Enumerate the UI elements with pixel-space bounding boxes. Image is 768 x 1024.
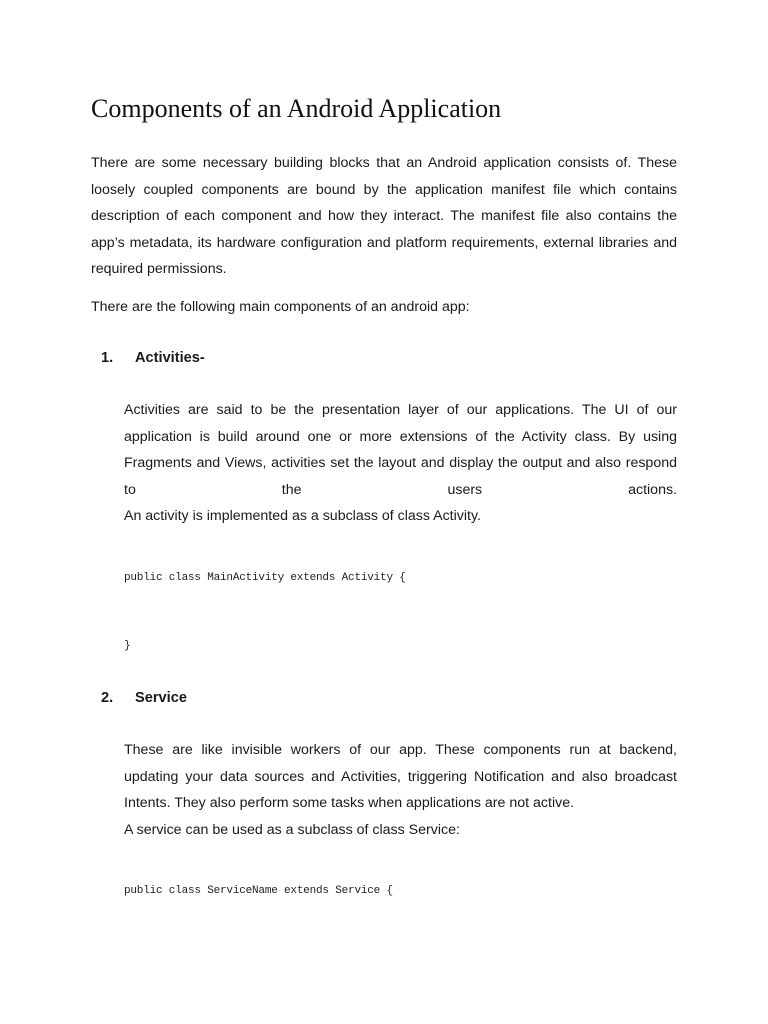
section-heading-service <box>101 687 187 709</box>
activities-subclass-note: An activity is implemented as a subclass of class Activity. <box>124 508 481 524</box>
activities-paragraph: Activities are said to be the presentation layer of our applications. The UI of our application is build around one or more extensions of the Activity class. By using Fragments and Views, activities set the layout and display the output and also respond to the users actions. <box>124 402 677 498</box>
code-snippet-activity: public class MainActivity extends Activity { <box>124 572 406 584</box>
section-number: 2. <box>101 690 114 706</box>
intro-paragraph: There are some necessary building blocks that an Android application consists of. These loosely coupled components are bound by the application manifest file which contains description of each component and how they interact. The manifest file also contains the app’s metadata, its hardware configuration and platform requirements, external libraries and required permissions. <box>91 155 677 277</box>
service-paragraph: These are like invisible workers of our app. These components run at backend, updating your data sources and Activities, triggering Notification and also broadcast Intents. They also perform some tasks when applications are not active. <box>124 742 677 811</box>
code-snippet-service: public class ServiceName extends Service { <box>124 885 393 897</box>
service-subclass-note: A service can be used as a subclass of class Service: <box>124 821 460 838</box>
section-title: Activities- <box>135 350 205 366</box>
lead-paragraph: There are the following main components of an android app: <box>91 299 470 315</box>
service-body <box>124 737 677 843</box>
page-title: Components of an Android Application <box>91 94 502 123</box>
section-heading-activities <box>101 347 205 369</box>
section-number: 1. <box>101 350 114 366</box>
section-title: Service <box>135 690 187 706</box>
activities-body <box>124 397 677 530</box>
code-snippet-closing-brace: } <box>124 640 131 652</box>
